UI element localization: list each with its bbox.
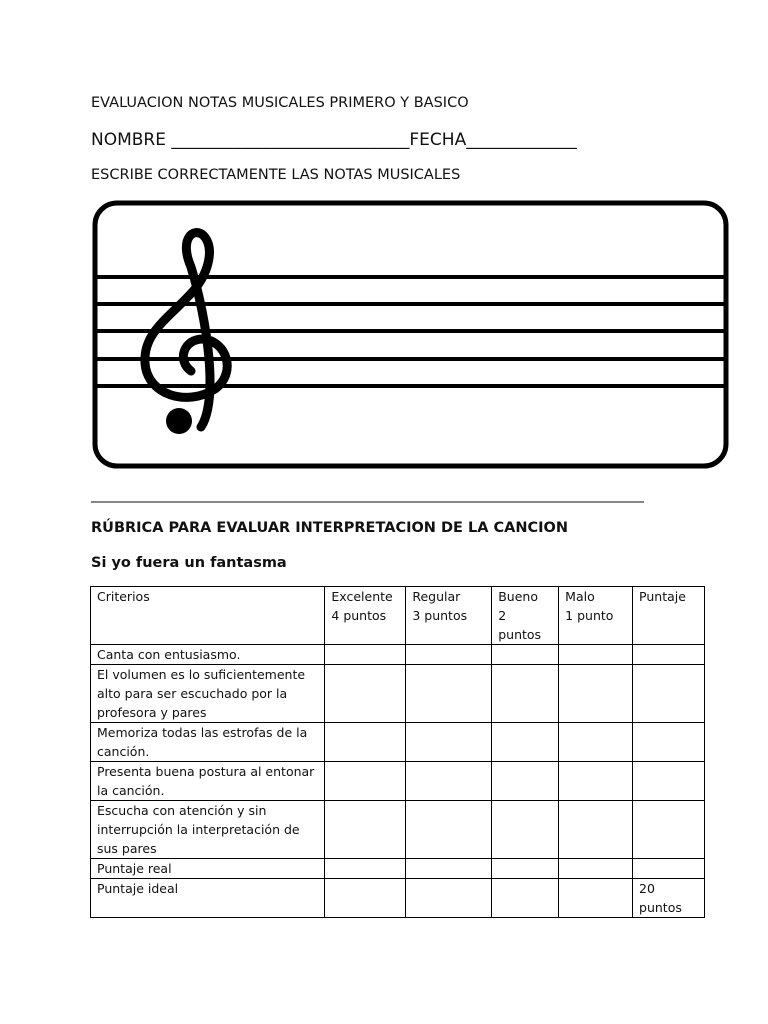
puntaje-cell[interactable] bbox=[633, 762, 705, 801]
regular-cell[interactable] bbox=[406, 645, 492, 665]
header-bueno-points: 2 puntos bbox=[498, 608, 542, 642]
regular-cell[interactable] bbox=[406, 665, 492, 723]
table-row bbox=[91, 723, 705, 762]
criterion-cell: Puntaje ideal bbox=[91, 879, 325, 918]
header-excelente-points: 4 puntos bbox=[331, 608, 387, 623]
criterion-cell: El volumen es lo suficientemente alto para ser escuchado por la profesora y pares bbox=[91, 665, 325, 723]
criterion-cell: Canta con entusiasmo. bbox=[91, 645, 325, 665]
criterion-cell: Escucha con atención y sin interrupción la interpretación de sus pares bbox=[91, 801, 325, 859]
puntaje-cell[interactable] bbox=[633, 665, 705, 723]
bueno-cell[interactable] bbox=[492, 665, 559, 723]
puntaje-cell[interactable] bbox=[633, 859, 705, 879]
name-date-line bbox=[91, 130, 577, 150]
criterion-cell: Presenta buena postura al entonar la canción. bbox=[91, 762, 325, 801]
excelente-cell[interactable] bbox=[325, 801, 406, 859]
regular-cell[interactable] bbox=[406, 879, 492, 918]
excelente-cell[interactable] bbox=[325, 879, 406, 918]
header-regular-label: Regular bbox=[412, 589, 461, 604]
bueno-cell[interactable] bbox=[492, 801, 559, 859]
header-puntaje: Puntaje bbox=[633, 587, 705, 645]
instruction-text: ESCRIBE CORRECTAMENTE LAS NOTAS MUSICALES bbox=[91, 167, 461, 183]
treble-clef-icon bbox=[145, 233, 227, 434]
bueno-cell[interactable] bbox=[492, 859, 559, 879]
malo-cell[interactable] bbox=[559, 645, 633, 665]
malo-cell[interactable] bbox=[559, 879, 633, 918]
excelente-cell[interactable] bbox=[325, 665, 406, 723]
excelente-cell[interactable] bbox=[325, 723, 406, 762]
header-malo-points: 1 punto bbox=[565, 608, 614, 623]
date-label: FECHA bbox=[409, 130, 467, 150]
table-row bbox=[91, 762, 705, 801]
table-row bbox=[91, 879, 705, 918]
header-regular-points: 3 puntos bbox=[412, 608, 468, 623]
puntaje-cell[interactable] bbox=[633, 645, 705, 665]
bueno-cell[interactable] bbox=[492, 879, 559, 918]
regular-cell[interactable] bbox=[406, 801, 492, 859]
puntaje-cell[interactable] bbox=[633, 801, 705, 859]
malo-cell[interactable] bbox=[559, 801, 633, 859]
rubric-title: RÚBRICA PARA EVALUAR INTERPRETACION DE LA CANCION bbox=[91, 520, 568, 536]
table-row bbox=[91, 859, 705, 879]
header-excelente-label: Excelente bbox=[331, 589, 393, 604]
rubric-table bbox=[90, 586, 705, 918]
table-row bbox=[91, 801, 705, 859]
music-staff bbox=[91, 199, 731, 471]
excelente-cell[interactable] bbox=[325, 859, 406, 879]
table-header-row bbox=[91, 587, 705, 645]
puntaje-cell[interactable] bbox=[633, 723, 705, 762]
table-row bbox=[91, 645, 705, 665]
header-malo bbox=[559, 587, 633, 645]
header-bueno bbox=[492, 587, 559, 645]
header-bueno-label: Bueno bbox=[498, 589, 538, 604]
criterion-cell: Puntaje real bbox=[91, 859, 325, 879]
malo-cell[interactable] bbox=[559, 723, 633, 762]
excelente-cell[interactable] bbox=[325, 762, 406, 801]
page-title: EVALUACION NOTAS MUSICALES PRIMERO Y BASICO bbox=[91, 95, 469, 111]
malo-cell[interactable] bbox=[559, 859, 633, 879]
bueno-cell[interactable] bbox=[492, 645, 559, 665]
regular-cell[interactable] bbox=[406, 723, 492, 762]
bueno-cell[interactable] bbox=[492, 762, 559, 801]
table-row bbox=[91, 665, 705, 723]
header-criterios: Criterios bbox=[91, 587, 325, 645]
regular-cell[interactable] bbox=[406, 859, 492, 879]
puntaje-cell[interactable]: 20 puntos bbox=[633, 879, 705, 918]
header-regular bbox=[406, 587, 492, 645]
date-field[interactable]: _____________ bbox=[466, 130, 577, 150]
name-field[interactable]: ____________________________ bbox=[171, 130, 410, 150]
malo-cell[interactable] bbox=[559, 665, 633, 723]
header-excelente bbox=[325, 587, 406, 645]
malo-cell[interactable] bbox=[559, 762, 633, 801]
excelente-cell[interactable] bbox=[325, 645, 406, 665]
name-label: NOMBRE bbox=[91, 130, 166, 150]
criterion-cell: Memoriza todas las estrofas de la canción. bbox=[91, 723, 325, 762]
song-title: Si yo fuera un fantasma bbox=[91, 555, 287, 571]
header-malo-label: Malo bbox=[565, 589, 595, 604]
bueno-cell[interactable] bbox=[492, 723, 559, 762]
divider-line: _______________________________________________________________________________ bbox=[91, 487, 644, 503]
regular-cell[interactable] bbox=[406, 762, 492, 801]
